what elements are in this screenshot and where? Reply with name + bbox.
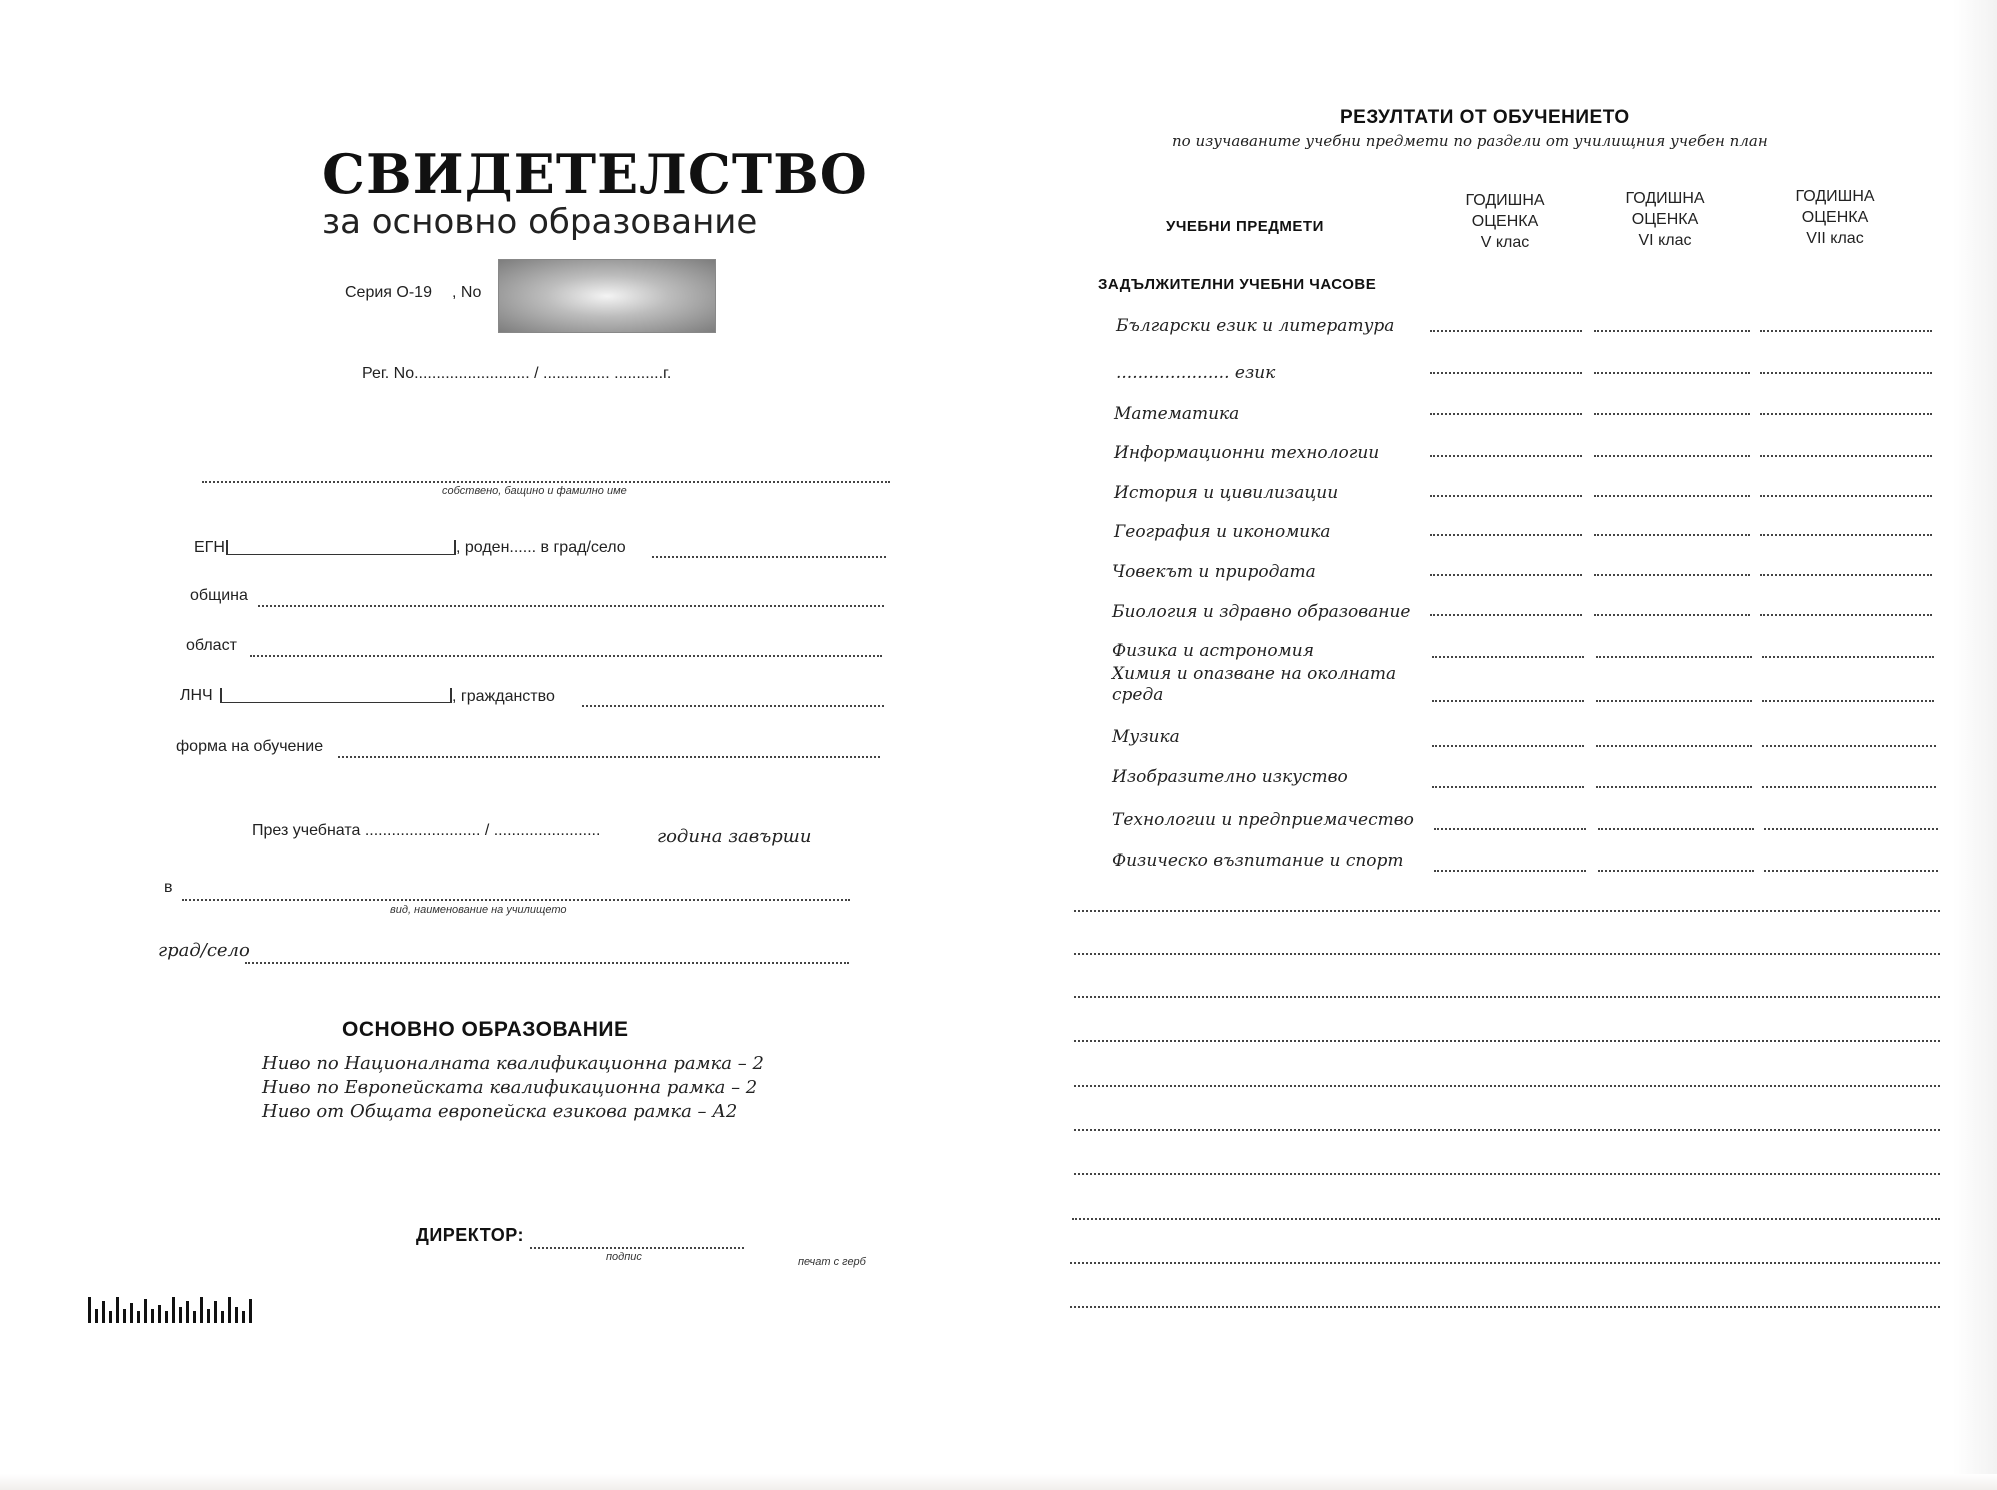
- subject-mathematics: Математика: [1114, 404, 1240, 424]
- town-label: град/село: [158, 940, 250, 961]
- grade-line[interactable]: [1594, 413, 1750, 415]
- grade-col-7-line1: ГОДИШНА: [1795, 188, 1875, 205]
- grade-col-7-line3: VII клас: [1806, 230, 1864, 247]
- municipality-fill-line[interactable]: [258, 605, 884, 607]
- name-fill-line[interactable]: [202, 481, 890, 483]
- region-fill-line[interactable]: [250, 655, 882, 657]
- certificate-title: СВИДЕТЕЛСТВО: [322, 142, 868, 206]
- grade-line[interactable]: [1760, 495, 1932, 497]
- grade-line[interactable]: [1430, 455, 1582, 457]
- subjects-header: УЧЕБНИ ПРЕДМЕТИ: [1166, 218, 1324, 235]
- in-label: в: [164, 879, 173, 896]
- study-form-fill-line[interactable]: [338, 756, 880, 758]
- grade-column-6: [1590, 188, 1740, 251]
- blank-row-line[interactable]: [1074, 996, 1940, 998]
- blank-row-line[interactable]: [1074, 1040, 1940, 1042]
- grade-column-5: [1430, 190, 1580, 253]
- mandatory-section-heading: ЗАДЪЛЖИТЕЛНИ УЧЕБНИ ЧАСОВЕ: [1098, 276, 1377, 293]
- name-caption: собствено, бащино и фамилно име: [442, 485, 627, 497]
- reg-number-line: Рег. No.......................... / ............... ...........г.: [362, 365, 672, 382]
- municipality-label: община: [190, 587, 248, 604]
- grade-line[interactable]: [1762, 656, 1934, 658]
- level-cefr: Ниво от Общата европейска езикова рамка – А2: [262, 1101, 738, 1122]
- citizenship-label: , гражданство: [452, 688, 555, 705]
- seal-caption: печат с герб: [798, 1256, 866, 1268]
- serial-number-stamp: [498, 259, 716, 333]
- subject-technology: Технологии и предприемачество: [1112, 810, 1414, 830]
- grade-line[interactable]: [1764, 828, 1938, 830]
- blank-row-line[interactable]: [1070, 1262, 1940, 1264]
- grade-line[interactable]: [1432, 656, 1584, 658]
- egn-field[interactable]: [226, 540, 456, 555]
- grade-line[interactable]: [1430, 372, 1582, 374]
- lnch-field[interactable]: [220, 688, 452, 703]
- subject-bulgarian: Български език и литература: [1116, 316, 1395, 336]
- blank-row-line[interactable]: [1074, 910, 1940, 912]
- grade-line[interactable]: [1760, 534, 1932, 536]
- school-caption: вид, наименование на училището: [390, 904, 567, 916]
- school-year-line: През учебната .......................... / ........................: [252, 822, 601, 839]
- blank-row-line[interactable]: [1070, 1306, 1940, 1308]
- grade-line[interactable]: [1760, 614, 1932, 616]
- citizenship-fill-line[interactable]: [582, 705, 884, 707]
- grade-line[interactable]: [1594, 534, 1750, 536]
- birthplace-fill-line[interactable]: [652, 556, 886, 558]
- paper-edge-shadow: [1953, 0, 1997, 1490]
- level-nqf: Ниво по Националната квалификационна рамка – 2: [262, 1053, 764, 1074]
- education-heading: ОСНОВНО ОБРАЗОВАНИЕ: [342, 1018, 629, 1041]
- grade-line[interactable]: [1760, 574, 1932, 576]
- grade-line[interactable]: [1430, 574, 1582, 576]
- grade-line[interactable]: [1760, 330, 1932, 332]
- study-form-label: форма на обучение: [176, 738, 324, 755]
- number-label: , No: [452, 284, 482, 301]
- grade-col-5-line3: V клас: [1480, 234, 1530, 251]
- subject-human-nature: Човекът и природата: [1112, 562, 1316, 582]
- blank-row-line[interactable]: [1074, 1173, 1940, 1175]
- blank-row-line[interactable]: [1074, 953, 1940, 955]
- scan-bottom-edge: [0, 1474, 1997, 1490]
- blank-row-line[interactable]: [1074, 1129, 1940, 1131]
- grade-line[interactable]: [1430, 614, 1582, 616]
- grade-line[interactable]: [1594, 372, 1750, 374]
- grade-col-5-line2: ОЦЕНКА: [1471, 213, 1539, 230]
- grade-line[interactable]: [1432, 745, 1584, 747]
- certificate-subtitle: за основно образование: [322, 202, 758, 242]
- subject-music: Музика: [1112, 727, 1180, 747]
- grade-line[interactable]: [1598, 828, 1754, 830]
- grade-line[interactable]: [1432, 700, 1584, 702]
- subject-foreign-language: ..................... език: [1116, 363, 1276, 383]
- grade-line[interactable]: [1596, 700, 1752, 702]
- grade-line[interactable]: [1434, 870, 1586, 872]
- grade-col-6-line3: VI клас: [1638, 232, 1692, 249]
- grade-column-7: [1760, 186, 1910, 249]
- grade-line[interactable]: [1594, 330, 1750, 332]
- grade-line[interactable]: [1430, 413, 1582, 415]
- egn-label: ЕГН: [194, 539, 225, 556]
- grade-line[interactable]: [1598, 870, 1754, 872]
- grade-line[interactable]: [1594, 574, 1750, 576]
- serial-label: Серия О-19: [345, 284, 432, 301]
- grade-line[interactable]: [1596, 656, 1752, 658]
- grade-line[interactable]: [1430, 534, 1582, 536]
- grade-line[interactable]: [1594, 455, 1750, 457]
- grade-col-6-line1: ГОДИШНА: [1625, 190, 1705, 207]
- grade-line[interactable]: [1762, 745, 1936, 747]
- grade-line[interactable]: [1760, 372, 1932, 374]
- level-eqf: Ниво по Европейската квалификационна рамка – 2: [262, 1077, 758, 1098]
- grade-line[interactable]: [1596, 745, 1752, 747]
- director-label: ДИРЕКТОР:: [416, 1225, 525, 1245]
- born-label: , роден...... в град/село: [456, 539, 626, 556]
- blank-row-line[interactable]: [1074, 1085, 1940, 1087]
- subject-it: Информационни технологии: [1114, 443, 1380, 463]
- grade-line[interactable]: [1760, 413, 1932, 415]
- subject-geography: География и икономика: [1114, 522, 1331, 542]
- school-year-suffix: година завърши: [657, 826, 812, 847]
- subject-chemistry: Химия и опазване на околната среда: [1112, 664, 1397, 705]
- barcode-mark: [88, 1291, 278, 1323]
- subject-pe: Физическо възпитание и спорт: [1112, 851, 1404, 871]
- grade-line[interactable]: [1434, 828, 1586, 830]
- grade-line[interactable]: [1596, 786, 1752, 788]
- grade-line[interactable]: [1762, 786, 1936, 788]
- school-fill-line[interactable]: [182, 899, 850, 901]
- grade-line[interactable]: [1762, 700, 1934, 702]
- grade-col-6-line2: ОЦЕНКА: [1631, 211, 1699, 228]
- grade-col-5-line1: ГОДИШНА: [1465, 192, 1545, 209]
- director-signature-line[interactable]: [530, 1247, 744, 1249]
- town-fill-line[interactable]: [245, 962, 849, 964]
- results-heading: РЕЗУЛТАТИ ОТ ОБУЧЕНИЕТО: [1340, 107, 1630, 128]
- grade-col-7-line2: ОЦЕНКА: [1801, 209, 1869, 226]
- right-page: [1000, 0, 1997, 1490]
- grade-line[interactable]: [1430, 495, 1582, 497]
- grade-line[interactable]: [1430, 330, 1582, 332]
- grade-line[interactable]: [1594, 614, 1750, 616]
- blank-row-line[interactable]: [1072, 1218, 1940, 1220]
- region-label: област: [186, 637, 237, 654]
- lnch-label: ЛНЧ: [180, 687, 213, 704]
- grade-line[interactable]: [1594, 495, 1750, 497]
- grade-line[interactable]: [1760, 455, 1932, 457]
- subject-fine-arts: Изобразително изкуство: [1112, 767, 1348, 787]
- subject-physics: Физика и астрономия: [1112, 641, 1314, 661]
- results-subheading: по изучаваните учебни предмети по раздели от училищния учебен план: [1172, 132, 1768, 150]
- grade-line[interactable]: [1764, 870, 1938, 872]
- subject-biology: Биология и здравно образование: [1112, 602, 1411, 622]
- signature-caption: подпис: [606, 1251, 642, 1263]
- grade-line[interactable]: [1432, 786, 1584, 788]
- subject-history: История и цивилизации: [1114, 483, 1339, 503]
